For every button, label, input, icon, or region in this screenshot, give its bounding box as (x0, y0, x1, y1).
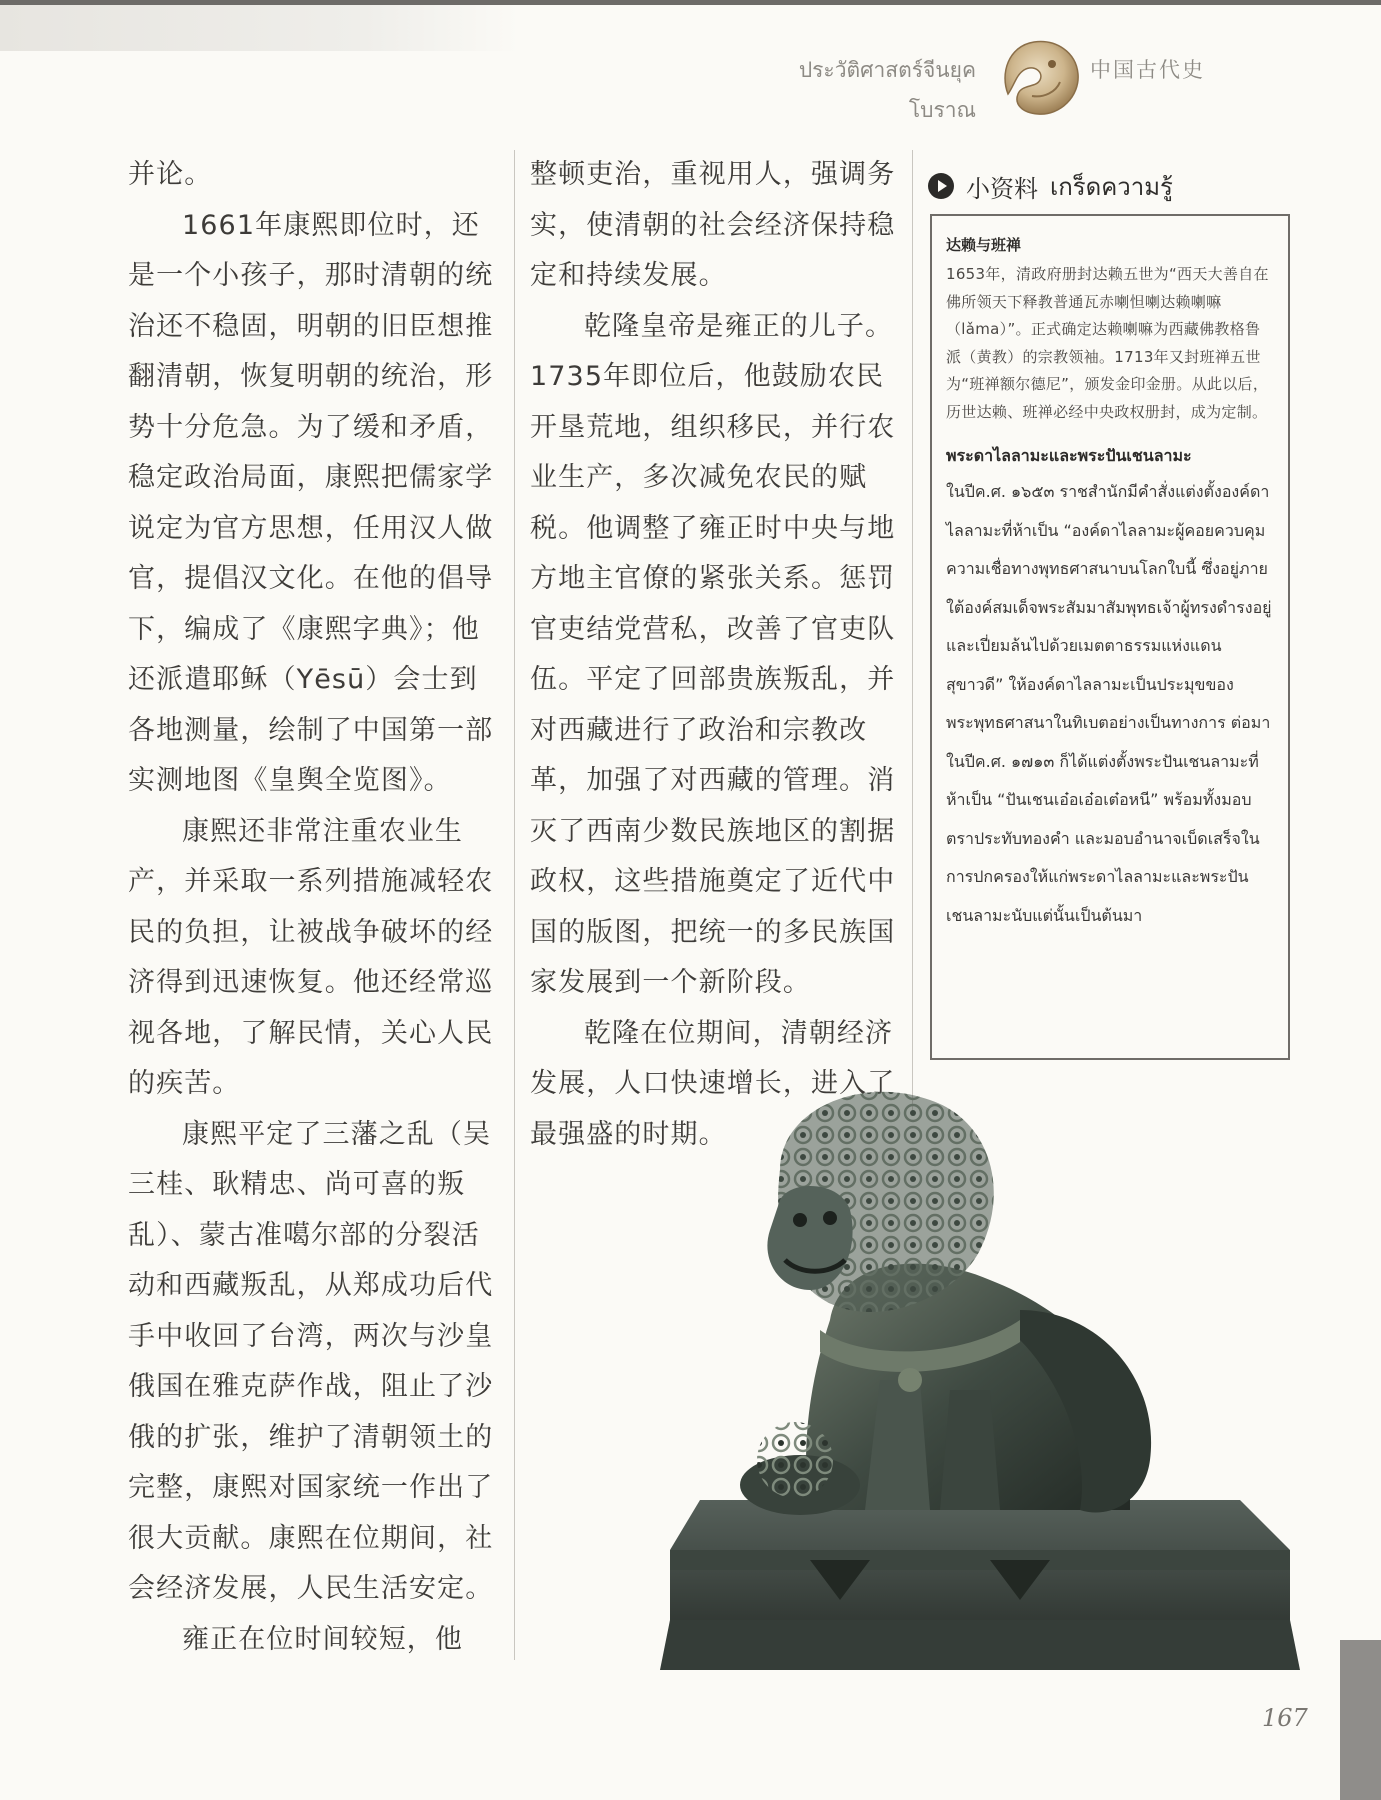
paragraph: 康熙还非常注重农业生产，并采取一系列措施减轻农民的负担，让被战争破坏的经济得到迅速恢复。他还经常巡视各地，了解民情，关心人民的疾苦。 (128, 815, 494, 1099)
paragraph: 1661年康熙即位时，还是一个小孩子，那时清朝的统治还不稳固，明朝的旧臣想推翻清朝，恢复明朝的统治，形势十分危急。为了缓和矛盾，稳定政治局面，康熙把儒家学说定为官方思想，任用汉人做官，提倡汉文化。在他的倡导下，编成了《康熙字典》；他还派遣耶稣（Yēsū）会士到各地测量，绘制了中国第一部实测地图《皇舆全览图》。 (128, 209, 494, 796)
info-box-header (928, 168, 1173, 204)
info-title-cn: 达赖与班禅 (946, 236, 1022, 254)
text-column-middle (530, 150, 902, 1160)
paragraph: 并论。 (128, 159, 213, 190)
paragraph: 整顿吏治，重视用人，强调务实，使清朝的社会经济保持稳定和持续发展。 (530, 159, 896, 291)
paragraph: 雍正在位时间较短，他 (182, 1623, 463, 1655)
info-body-thai: ในปีค.ศ. ๑๖๕๓ ราชสำนักมีคำสั่งแต่งตั้งองค์ดาไลลามะที่ห้าเป็น “องค์ดาไลลามะผู้คอยควบคุมความเชื่อทางพุทธศาสนาบนโลกใบนี้ ซึ่งอยู่ภายใต้องค์สมเด็จพระสัมมาสัมพุทธเจ้าผู้ทรงดำรงอยู่และเปี่ยมล้นไปด้วยเมตตาธรรมแห่งแดนสุขาวดี” ให้องค์ดาไลลามะเป็นประมุขของพระพุทธศาสนาในทิเบตอย่างเป็นทางการ ต่อมาในปีค.ศ. ๑๗๑๓ ก็ได้แต่งตั้งพระปันเชนลามะที่ห้าเป็น “ปันเชนเอ๋อเอ๋อเต๋อหนี” พร้อมทั้งมอบตราประทับทองคำ และมอบอำนาจเบ็ดเสร็จในการปกครองให้แก่พระดาไลลามะและพระปันเชนลามะนับแต่นั้นเป็นต้นมา (946, 482, 1272, 925)
info-body-cn: 1653年，清政府册封达赖五世为“西天大善自在佛所领天下释教普通瓦赤喇怛喇达赖喇嘛（lǎma）”。正式确定达赖喇嘛为西藏佛教格鲁派（黄教）的宗教领袖。1713年又封班禅五世为“班禅额尔德尼”，颁发金印金册。从此以后，历世达赖、班禅必经中央政权册封，成为定制。 (946, 265, 1269, 421)
info-title-thai: พระดาไลลามะและพระปันเชนลามะ (946, 446, 1192, 465)
paragraph: 乾隆在位期间，清朝经济发展，人口快速增长，进入了最强盛的时期。 (530, 1017, 896, 1150)
page-edge-tab (1340, 1640, 1381, 1800)
running-head-thai: ประวัติศาสตร์จีนยุคโบราณ (798, 58, 976, 122)
paragraph: 乾隆皇帝是雍正的儿子。1735年即位后，他鼓励农民开垦荒地，组织移民，并行农业生产，多次减免农民的赋税。他调整了雍正时中央与地方地主官僚的紧张关系。惩罚官吏结党营私，改善了官吏队伍。平定了回部贵族叛乱，并对西藏进行了政治和宗教改革，加强了对西藏的管理。消灭了西南少数民族地区的割据政权，这些措施奠定了近代中国的版图，把统一的多民族国家发展到一个新阶段。 (530, 310, 896, 998)
info-box (930, 214, 1290, 1060)
column-divider (912, 150, 913, 1110)
jade-dragon-seal-icon (994, 34, 1086, 122)
running-head-chinese: 中国古代史 (1090, 58, 1205, 82)
play-icon (928, 173, 954, 199)
paragraph: 康熙平定了三藩之乱（吴三桂、耿精忠、尚可喜的叛乱）、蒙古准噶尔部的分裂活动和西藏叛乱，从郑成功后代手中收回了台湾，两次与沙皇俄国在雅克萨作战，阻止了沙俄的扩张，维护了清朝领土的完整，康熙对国家统一作出了很大贡献。康熙在位期间，社会经济发展，人民生活安定。 (128, 1118, 494, 1604)
bronze-guardian-lion-icon (660, 1080, 1300, 1670)
column-divider (514, 150, 515, 1660)
text-column-left (128, 150, 500, 1665)
page-number: 167 (1262, 1704, 1308, 1732)
header-band (0, 5, 520, 51)
info-header-thai: เกร็ดความรู้ (1050, 172, 1173, 201)
info-header-cn: 小资料 (966, 174, 1038, 203)
